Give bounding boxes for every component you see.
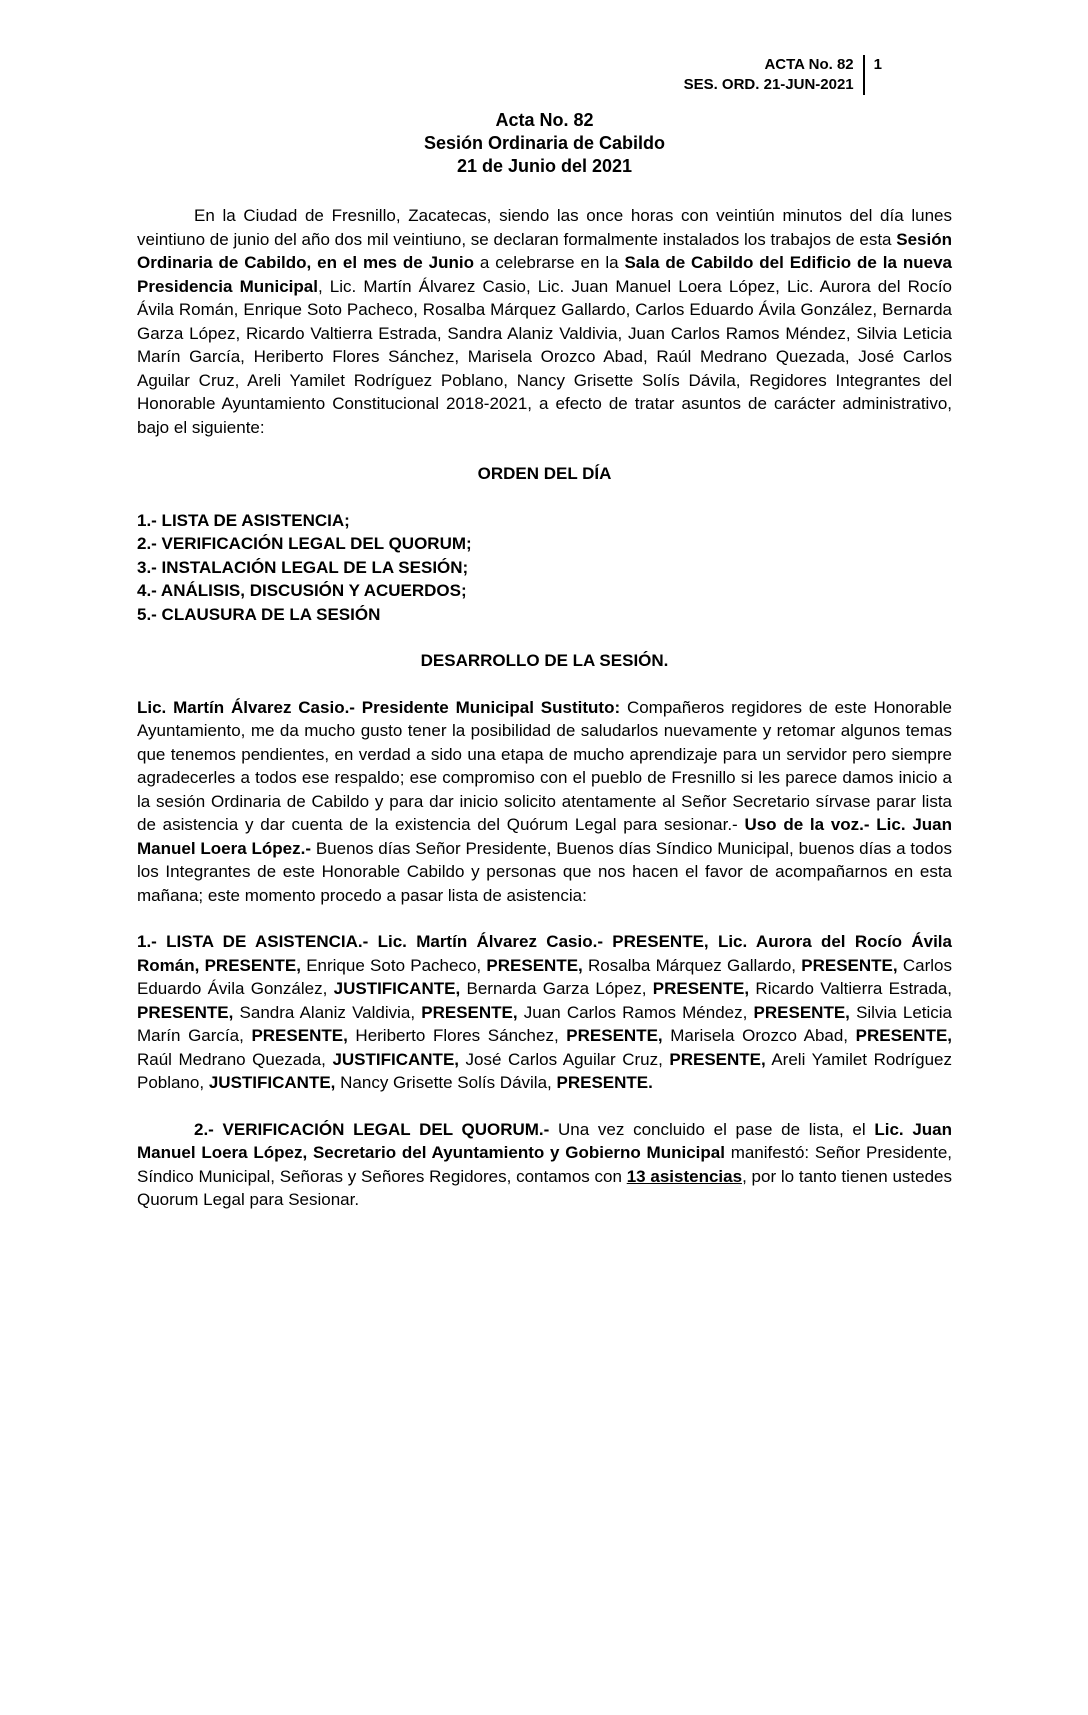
header-text [684, 55, 863, 95]
bold-text-run: Sesión Ordinaria de Cabildo, en el mes de Junio [137, 229, 952, 272]
bold-text-run: 2.- VERIFICACIÓN LEGAL DEL QUORUM.- [194, 1119, 559, 1139]
desarrollo-paragraph [137, 696, 952, 908]
bold-text-run: JUSTIFICANTE, [208, 1073, 336, 1092]
orden-del-dia-list [137, 509, 952, 627]
orden-list-item: 4.- ANÁLISIS, DISCUSIÓN Y ACUERDOS; [137, 581, 467, 600]
orden-list-item: 1.- LISTA DE ASISTENCIA; [137, 510, 350, 530]
text-run: Juan Carlos Ramos Méndez, [517, 1002, 754, 1022]
text-run: manifestó: Señor Presidente, Síndico Municipal, Señoras y Señores Regidores, contamos con [137, 1143, 952, 1186]
title-line-session: Sesión Ordinaria de Cabildo [423, 133, 666, 153]
bold-text-run: PRESENTE, [137, 1002, 234, 1022]
text-run: Silvia Leticia Marín García, [137, 1002, 953, 1045]
orden-list-item: 3.- INSTALACIÓN LEGAL DE LA SESIÓN; [137, 557, 469, 577]
bold-text-run: Uso de la voz.- Lic. Juan Manuel Loera López.- [137, 815, 952, 858]
text-run: Raúl Medrano Quezada, [137, 1049, 333, 1069]
lista-asistencia-paragraph [137, 930, 952, 1095]
bold-text-run: 13 asistencias [626, 1166, 743, 1186]
text-run: José Carlos Aguilar Cruz, [459, 1049, 670, 1069]
bold-text-run: PRESENTE, [566, 1026, 663, 1045]
text-run: Ricardo Valtierra Estrada, [749, 979, 952, 998]
text-run: Enrique Soto Pacheco, [306, 955, 487, 975]
page-header [137, 55, 952, 95]
text-run: Rosalba Márquez Gallardo, [582, 955, 802, 975]
text-run: En la Ciudad de Fresnillo, Zacatecas, siendo las once horas con veintiún minutos del día lunes veintiuno de junio del año dos mil veintiuno, se declaran formalmente instalados los trabajos de esta [137, 206, 952, 249]
text-run: Carlos Eduardo Ávila González, [137, 955, 952, 998]
header-acta-label: ACTA No. 82 [764, 56, 854, 73]
bold-text-run: PRESENTE, [855, 1026, 953, 1045]
text-run: a celebrarse en la [473, 253, 625, 272]
bold-text-run: Lic. Martín Álvarez Casio.- Presidente Municipal Sustituto: [137, 697, 627, 717]
text-run: Nancy Grisette Solís Dávila, [335, 1073, 557, 1092]
bold-text-run: JUSTIFICANTE, [333, 979, 461, 998]
text-run: Sandra Alaniz Valdivia, [233, 1002, 422, 1022]
document-body [137, 204, 952, 1212]
text-run: Buenos días Señor Presidente, Buenos días Síndico Municipal, buenos días a todos los Integrantes de este Honorable Cabildo y personas que nos hacen el favor de acompañarnos en esta mañana; este momento procedo a pasar lista de asistencia: [137, 838, 952, 905]
text-run: , por lo tanto tienen ustedes Quorum Legal para Sesionar. [137, 1166, 953, 1209]
bold-text-run: PRESENTE. [556, 1073, 653, 1092]
bold-text-run: 1.- LISTA DE ASISTENCIA.- Lic. Martín Álvarez Casio.- PRESENTE, Lic. Aurora del Rocío Ávila Román, PRESENTE, [137, 932, 952, 975]
text-run: Marisela Orozco Abad, [662, 1026, 856, 1045]
orden-del-dia-heading: ORDEN DEL DÍA [477, 464, 612, 483]
header-session-label: SES. ORD. 21-JUN-2021 [683, 76, 854, 93]
orden-list-item: 5.- CLAUSURA DE LA SESIÓN [137, 604, 381, 624]
bold-text-run: Sala de Cabildo del Edificio de la nueva Presidencia Municipal [137, 253, 952, 296]
bold-text-run: JUSTIFICANTE, [332, 1049, 459, 1069]
text-run: Areli Yamilet Rodríguez Poblano, [137, 1049, 953, 1092]
bold-text-run: PRESENTE, [421, 1002, 518, 1022]
text-run: , Lic. Martín Álvarez Casio, Lic. Juan Manuel Loera López, Lic. Aurora del Rocío Ávila Román, Enrique Soto Pacheco, Rosalba Márquez Gallardo, Carlos Eduardo Ávila González, Bernarda Garza López, Ricardo Valtierra Estrada, Sandra Alaniz Valdivia, Juan Carlos Ramos Méndez, Silvia Leticia Marín García, Heriberto Flores Sánchez, Marisela Orozco Abad, Raúl Medrano Quezada, José Carlos Aguilar Cruz, Areli Yamilet Rodríguez Poblano, Nancy Grisette Solís Dávila, Regidores Integrantes del Honorable Ayuntamiento Constitucional 2018-2021, a efecto de tratar asuntos de carácter administrativo, bajo el siguiente: [137, 276, 952, 437]
bold-text-run: PRESENTE, [251, 1026, 348, 1045]
title-line-date: 21 de Junio del 2021 [456, 156, 633, 176]
text-run: Una vez concluido el pase de lista, el [558, 1119, 875, 1139]
title-line-acta: Acta No. 82 [495, 110, 594, 130]
text-run: Bernarda Garza López, [460, 979, 653, 998]
bold-text-run: Lic. Juan Manuel Loera López, Secretario del Ayuntamiento y Gobierno Municipal [137, 1119, 953, 1162]
verificacion-quorum-paragraph [137, 1118, 952, 1212]
opening-paragraph [137, 204, 952, 439]
desarrollo-heading: DESARROLLO DE LA SESIÓN. [420, 651, 669, 670]
bold-text-run: PRESENTE, [652, 979, 750, 998]
bold-text-run: PRESENTE, [669, 1049, 766, 1069]
text-run: Heriberto Flores Sánchez, [347, 1026, 567, 1045]
header-page-number: 1 [873, 56, 882, 73]
bold-text-run: PRESENTE, [801, 955, 898, 975]
orden-list-item: 2.- VERIFICACIÓN LEGAL DEL QUORUM; [137, 534, 472, 553]
text-run: Compañeros regidores de este Honorable Ayuntamiento, me da mucho gusto tener la posibilidad de saludarlos nuevamente y retomar algunos temas que tenemos pendientes, en verdad a sido una etapa de mucho aprendizaje para un servidor pero siempre agradecerles a todos ese respaldo; ese compromiso con el pueblo de Fresnillo si les parece damos inicio a la sesión Ordinaria de Cabildo y para dar inicio solicito atentamente al Señor Secretario sírvase parar lista de asistencia y dar cuenta de la existencia del Quórum Legal para sesionar.- [137, 697, 952, 834]
bold-text-run: PRESENTE, [486, 955, 583, 975]
document-title [137, 109, 952, 178]
bold-text-run: PRESENTE, [753, 1002, 850, 1022]
